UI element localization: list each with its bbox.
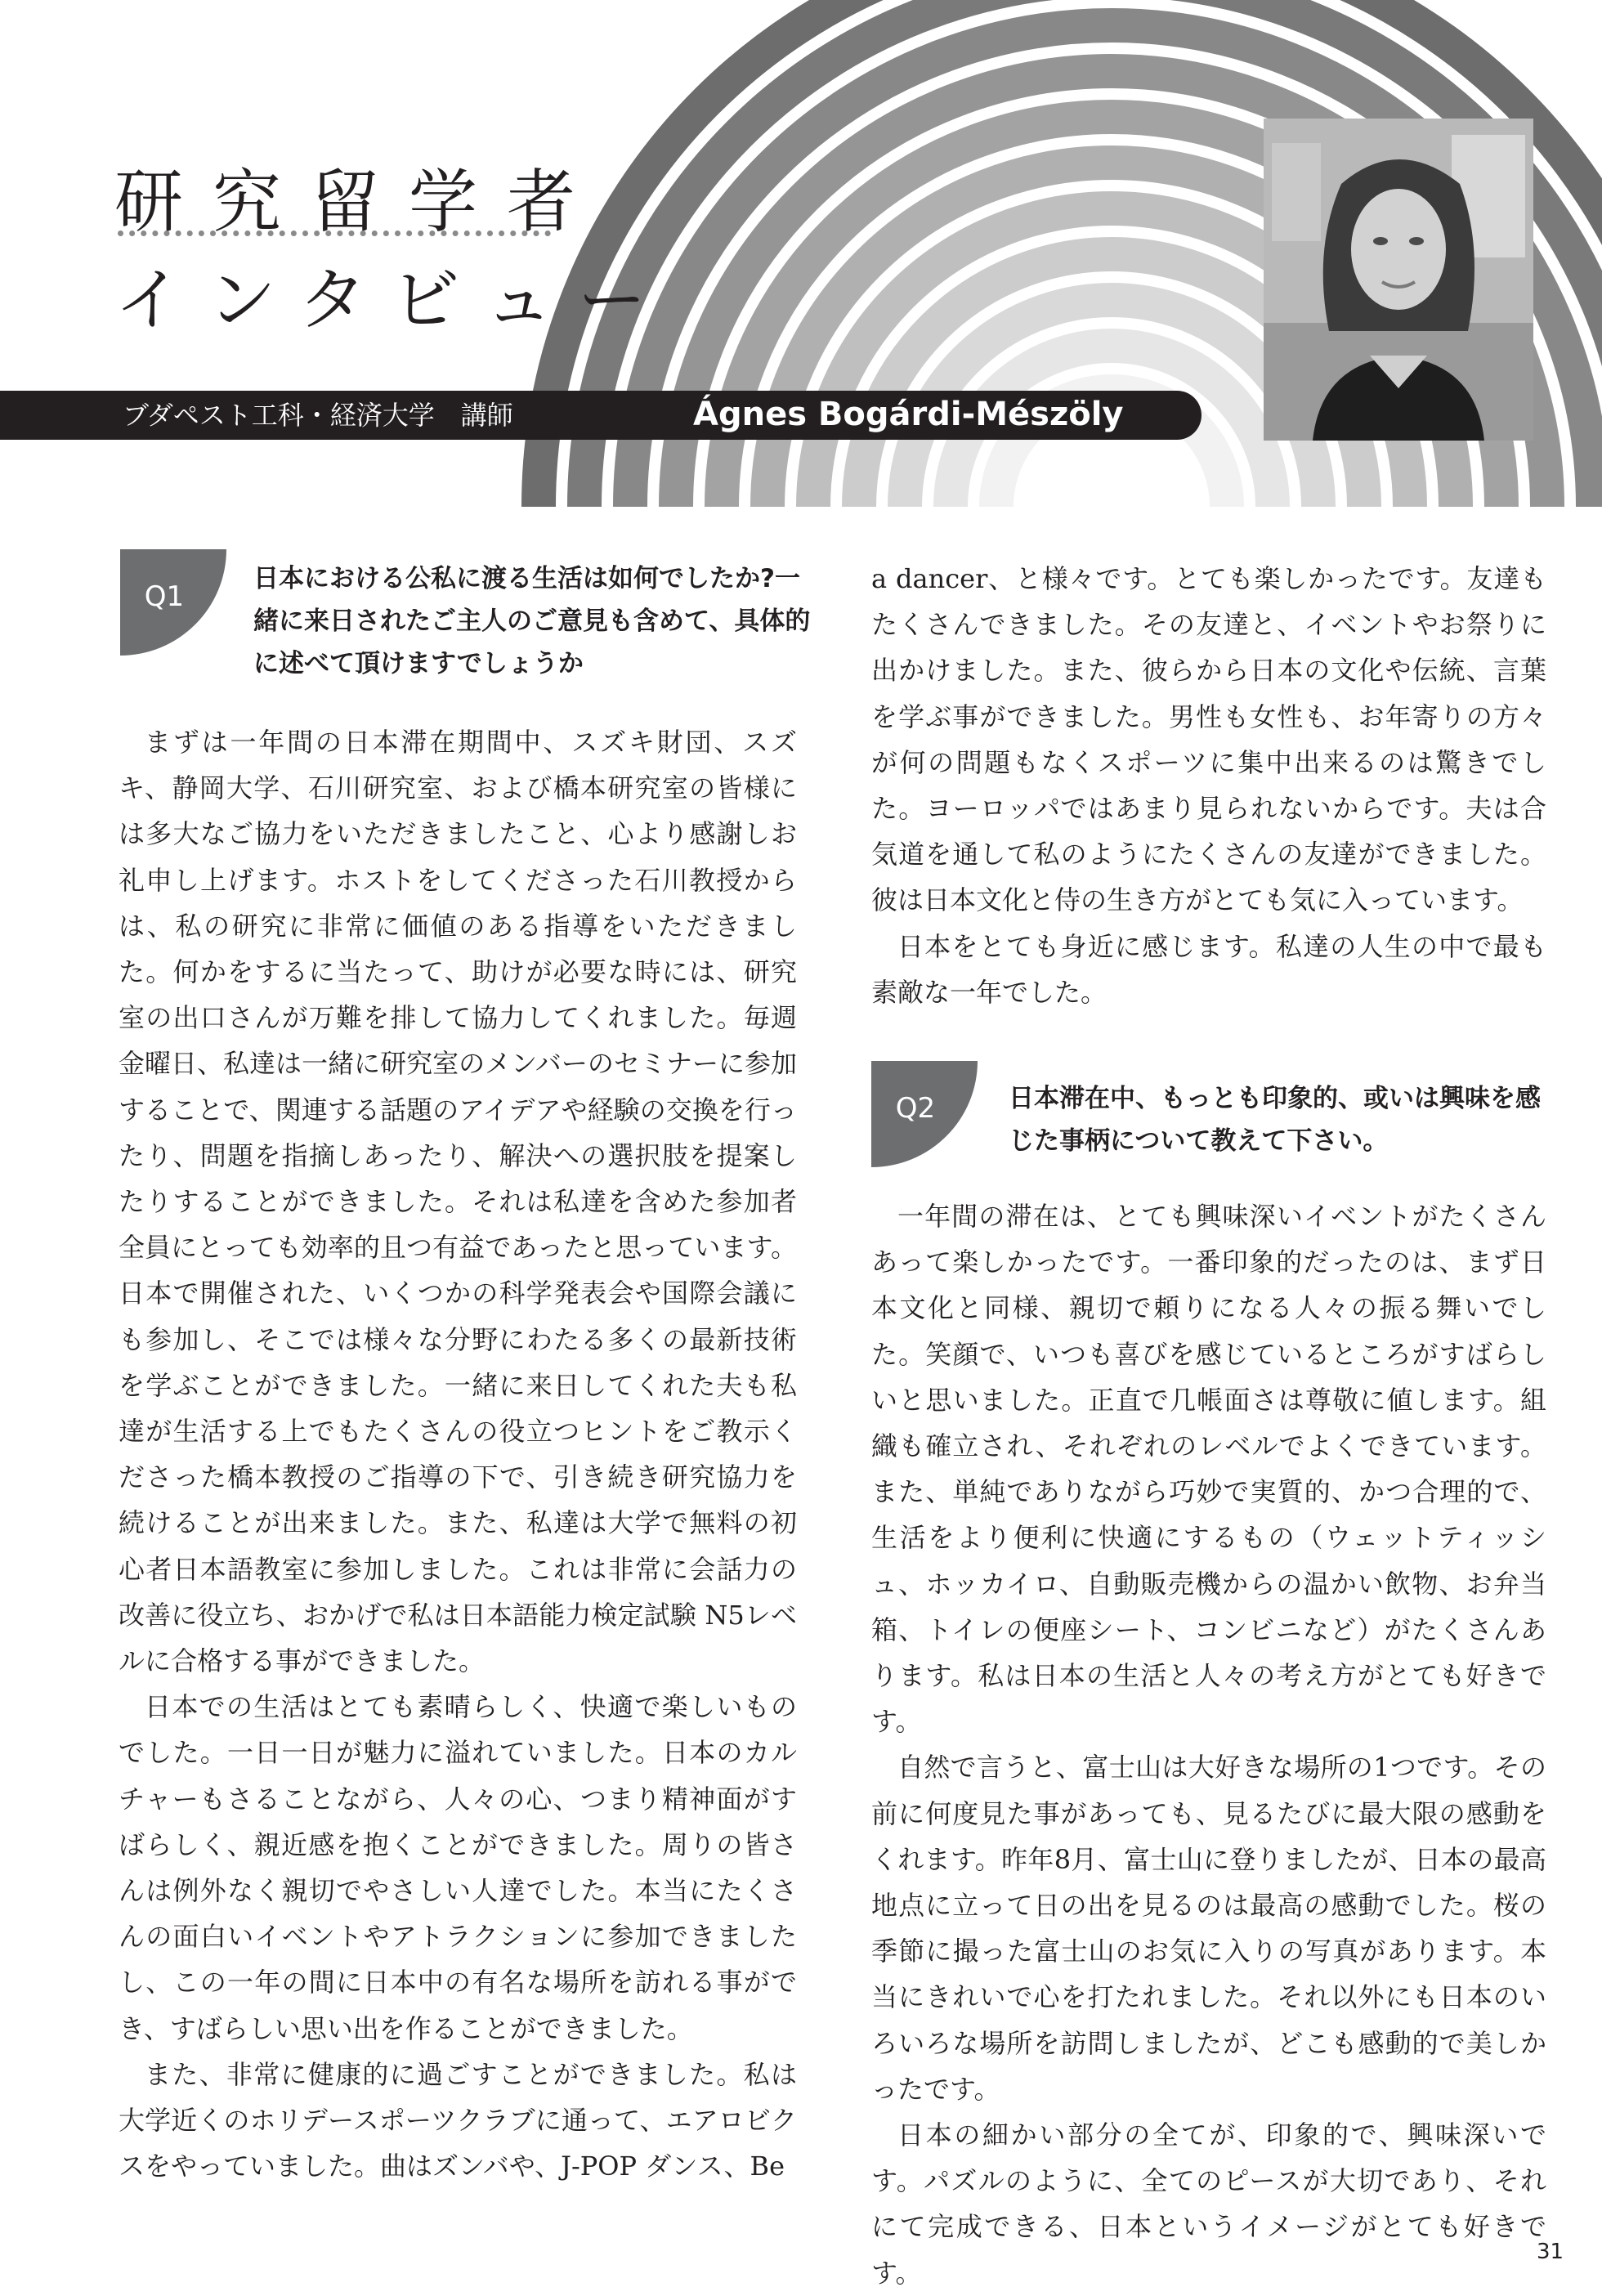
q2-answer-text <box>871 1193 1546 2296</box>
title-dotted-divider <box>118 230 551 236</box>
q2-badge <box>871 1061 978 1167</box>
q2-question: 日本滞在中、もっとも印象的、或いは興味を感じた事柄について教えて下さい。 <box>1009 1084 1541 1156</box>
q1-badge <box>120 549 226 656</box>
q1-label: Q1 <box>144 580 185 613</box>
q1-answer-continued-2: 日本をとても身近に感じます。私達の人生の中で最も素敵な一年でした。 <box>871 930 1546 1008</box>
q2-answer-paragraph-2: 自然で言うと、富士山は大好きな場所の1つです。その前に何度見た事があっても、見るたびに最大限の感動をくれます。昨年8月、富士山に登りましたが、日本の最高地点に立って日の出を見るのは最高の感動でした。桜の季節に撮った富士山のお気に入りの写真があります。本当にきれいで心を打たれました。それ以外にも日本のいろいろな場所を訪問しましたが、どこも感動的で美しかったです。 <box>871 1752 1546 2105</box>
interviewee-portrait-photo <box>1264 119 1533 441</box>
interviewee-affiliation: ブダペスト工科・経済大学 講師 <box>123 400 513 431</box>
q1-answer-paragraph-2: 日本での生活はとても素晴らしく、快適で楽しいものでした。一日一日が魅力に溢れていました。日本のカルチャーもさることながら、人々の心、つまり精神面がすばらしく、親近感を抱くことができました。周りの皆さんは例外なく親切でやさしい人達でした。本当にたくさんの面白いイベントやアトラクションに参加できましたし、この一年の間に日本中の有名な場所を訪れる事ができ、すばらしい思い出を作ることができました。 <box>119 1691 797 2044</box>
left-column-text <box>119 719 797 2190</box>
q1-answer-paragraph-1: まずは一年間の日本滞在期間中、スズキ財団、スズキ、静岡大学、石川研究室、および橋本研究室の皆様には多大なご協力をいただきましたこと、心より感謝しお礼申し上げます。ホストをしてくださった石川教授からは、私の研究に非常に価値のある指導をいただきました。何かをするに当たって、助けが必要な時には、研究室の出口さんが万難を排して協力してくれました。毎週金曜日、私達は一緒に研究室のメンバーのセミナーに参加することで、関連する話題のアイデアや経験の交換を行ったり、問題を指摘しあったり、解決への選択肢を提案したりすることができました。それは私達を含めた参加者全員にとっても効率的且つ有益であったと思っています。日本で開催された、いくつかの科学発表会や国際会議にも参加し、そこでは様々な分野にわたる多くの最新技術を学ぶことができました。一緒に来日してくれた夫も私達が生活する上でもたくさんの役立つヒントをご教示くださった橋本教授のご指導の下で、引き続き研究協力を続けることが出来ました。また、私達は大学で無料の初心者日本語教室に参加しました。これは非常に会話力の改善に役立ち、おかげで私は日本語能力検定試験 N5レベルに合格する事ができました。 <box>119 727 797 1677</box>
header-banner <box>0 391 1202 440</box>
page-title-line1: 研究留学者 <box>114 162 606 242</box>
right-column-continued-text <box>871 556 1546 1015</box>
q2-answer-paragraph-1: 一年間の滞在は、とても興味深いイベントがたくさんあって楽しかったです。一番印象的だったのは、まず日本文化と同様、親切で頼りになる人々の振る舞いでした。笑顔で、いつも喜びを感じているところがすばらしいと思いました。正直で几帳面さは尊敬に値します。組織も確立され、それぞれのレベルでよくできています。また、単純でありながら巧妙で実質的、かつ合理的で、生活をより便利に快適にするもの（ウェットティッシュ、ホッカイロ、自動販売機からの温かい飲物、お弁当箱、トイレの便座シート、コンビニなど）がたくさんあります。私は日本の生活と人々の考え方がとても好きです。 <box>871 1201 1546 1738</box>
page-number: 31 <box>1537 2240 1564 2264</box>
q1-answer-paragraph-3: また、非常に健康的に過ごすことができました。私は大学近くのホリデースポーツクラブに通って、エアロビクスをやっていました。曲はズンバや、J-POP ダンス、Be <box>119 2058 797 2182</box>
q1-question: 日本における公私に渡る生活は如何でしたか?一緒に来日されたご主人のご意見も含めて、具体的に述べて頂けますでしょうか <box>253 564 811 678</box>
q1-answer-continued-1: a dancer、と様々です。とても楽しかったです。友達もたくさんできました。その友達と、イベントやお祭りに出かけました。また、彼らから日本の文化や伝統、言葉を学ぶ事ができました。男性も女性も、お年寄りの方々が何の問題もなくスポーツに集中出来るのは驚きでした。ヨーロッパではあまり見られないからです。夫は合気道を通して私のようにたくさんの友達ができました。彼は日本文化と侍の生き方がとても気に入っています。 <box>871 563 1546 916</box>
q2-answer-paragraph-3: 日本の細かい部分の全てが、印象的で、興味深いです。パズルのように、全てのピースが大切であり、それにて完成できる、日本というイメージがとても好きです。 <box>871 2119 1546 2289</box>
q2-label: Q2 <box>895 1092 936 1125</box>
interviewee-name: Ágnes Bogárdi-Mészöly <box>693 396 1124 433</box>
page-title-line2: インタビュー <box>114 260 671 340</box>
